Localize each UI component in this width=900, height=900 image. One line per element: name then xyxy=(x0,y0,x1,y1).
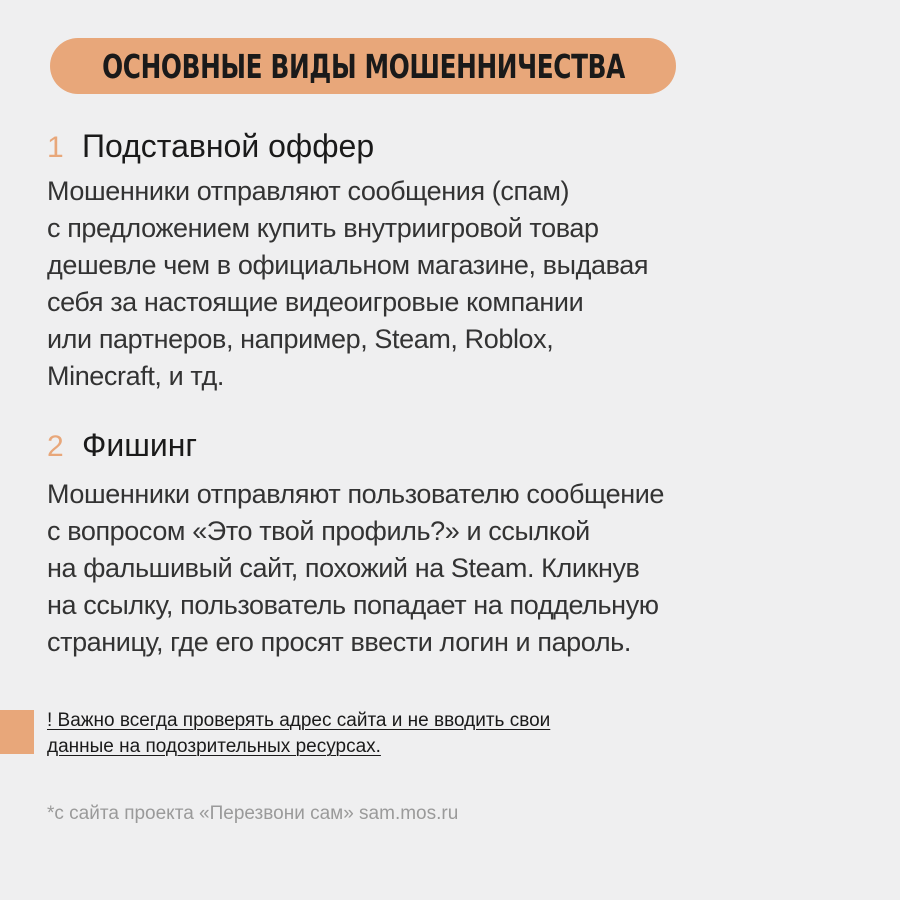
body-line: Мошенники отправляют пользователю сообщение xyxy=(47,479,664,509)
section-title: Подставной оффер xyxy=(82,128,375,164)
body-line: на фальшивый сайт, похожий на Steam. Кликнув xyxy=(47,553,640,583)
body-line: себя за настоящие видеоигровые компании xyxy=(47,287,584,317)
section-body-1 xyxy=(47,173,648,395)
page-title: ОСНОВНЫЕ ВИДЫ МОШЕННИЧЕСТВА xyxy=(101,46,625,86)
body-line: Minecraft, и тд. xyxy=(47,361,224,391)
section-title: Фишинг xyxy=(82,427,198,463)
section-body-2 xyxy=(47,476,664,661)
note-line: данные на подозрительных ресурсах. xyxy=(47,736,381,757)
source-credit: *с сайта проекта «Перезвони сам» sam.mos.ru xyxy=(47,803,459,824)
section-heading-2 xyxy=(47,427,197,464)
section-heading-1 xyxy=(47,128,374,165)
body-line: или партнеров, например, Steam, Roblox, xyxy=(47,324,554,354)
body-line: дешевле чем в официальном магазине, выдавая xyxy=(47,250,649,280)
accent-marker xyxy=(0,710,34,754)
body-line: на ссылку, пользователь попадает на поддельную xyxy=(47,590,659,620)
body-line: страницу, где его просят ввести логин и пароль. xyxy=(47,627,631,657)
section-number: 2 xyxy=(47,430,64,463)
warning-note xyxy=(47,708,550,760)
body-line: Мошенники отправляют сообщения (спам) xyxy=(47,176,570,206)
note-line: ! Важно всегда проверять адрес сайта и не вводить свои xyxy=(47,710,551,731)
section-number: 1 xyxy=(47,131,64,164)
title-banner xyxy=(50,38,676,94)
body-line: с вопросом «Это твой профиль?» и ссылкой xyxy=(47,516,590,546)
body-line: с предложением купить внутриигровой товар xyxy=(47,213,599,243)
